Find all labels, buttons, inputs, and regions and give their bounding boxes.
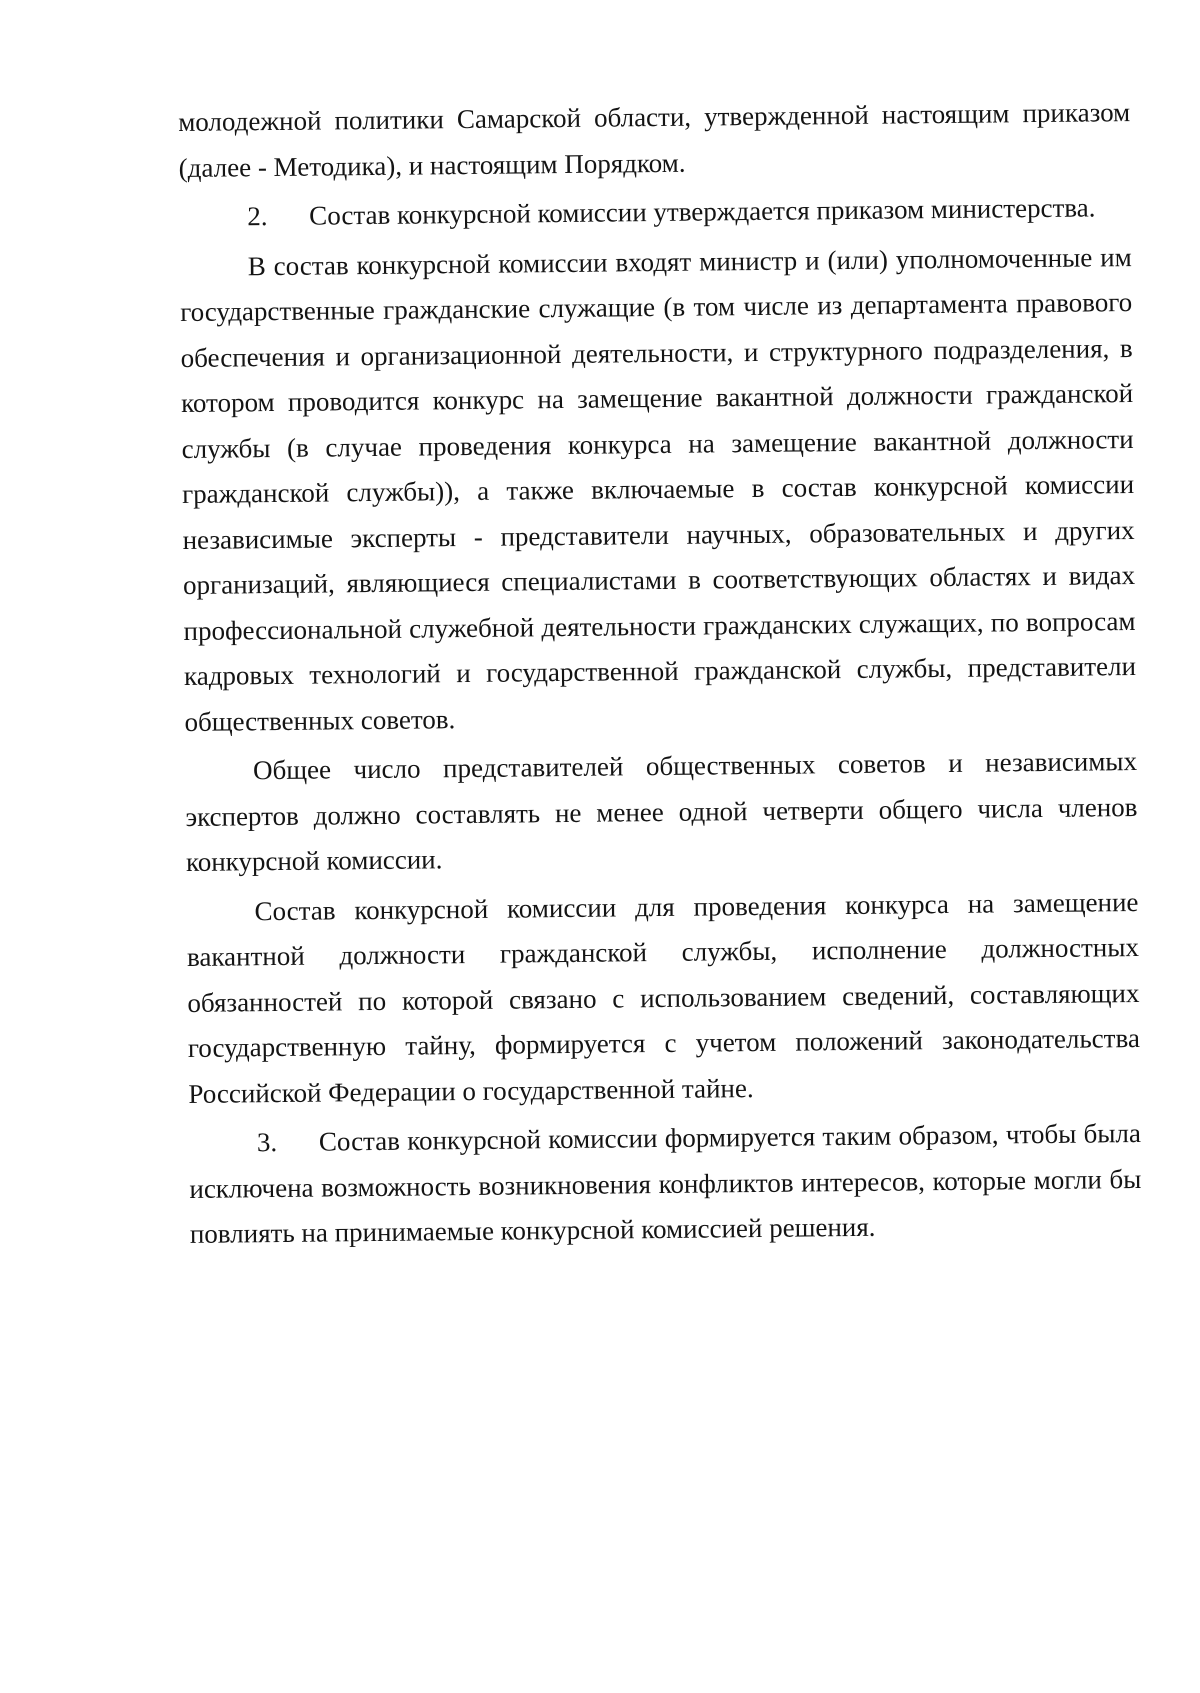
paragraph-text: Состав конкурсной комиссии формируется таким образом, чтобы была исключена возможность возникновения конфликтов интересов, которые могли бы повлиять на принимаемые конкурсной комиссией решения. — [189, 1117, 1142, 1249]
paragraph-item-3 — [189, 1111, 1142, 1257]
paragraph-item-2 — [179, 185, 1131, 240]
paragraph-text: В состав конкурсной комиссии входят министр и (или) уполномоченные им государственные гражданские служащие (в том числе из департамента правового обеспечения и организационной деятельности, и структурного подразделения, в котором проводится конкурс на замещение вакантной должности гражданской службы (в случае проведения конкурса на замещение вакантной должности гражданской службы)), а также включаемые в состав конкурсной комиссии независимые эксперты - представители научных, образовательных и других организаций, являющиеся специалистами в соответствующих областях и видах профессиональной служебной деятельности гражданских служащих, по вопросам кадровых технологий и государственной гражданской службы, представители общественных советов. — [180, 241, 1137, 737]
paragraph-number: 2. — [247, 201, 268, 232]
paragraph-text: Общее число представителей общественных советов и независимых экспертов должно составлять не менее одной четверти общего числа членов конкурсной комиссии. — [185, 745, 1138, 877]
paragraph-text: молодежной политики Самарской области, утвержденной настоящим приказом (далее - Методика), и настоящим Порядком. — [178, 97, 1131, 183]
paragraph-state-secret — [186, 879, 1140, 1116]
paragraph-commission-members — [180, 235, 1137, 745]
document-body — [178, 90, 1142, 1261]
paragraph-text: Состав конкурсной комиссии для проведения конкурса на замещение вакантной должности гражданской службы, исполнение должностных обязанностей по которой связано с использованием сведений, составляющих государственную тайну, формируется с учетом положений законодательства Российской Федерации о государственной тайне. — [186, 886, 1141, 1109]
paragraph-number: 3. — [256, 1127, 278, 1158]
paragraph-continuation — [178, 90, 1131, 191]
paragraph-text: Состав конкурсной комиссии утверждается приказом министерства. — [309, 192, 1096, 231]
paragraph-independent-experts-share — [185, 739, 1138, 885]
